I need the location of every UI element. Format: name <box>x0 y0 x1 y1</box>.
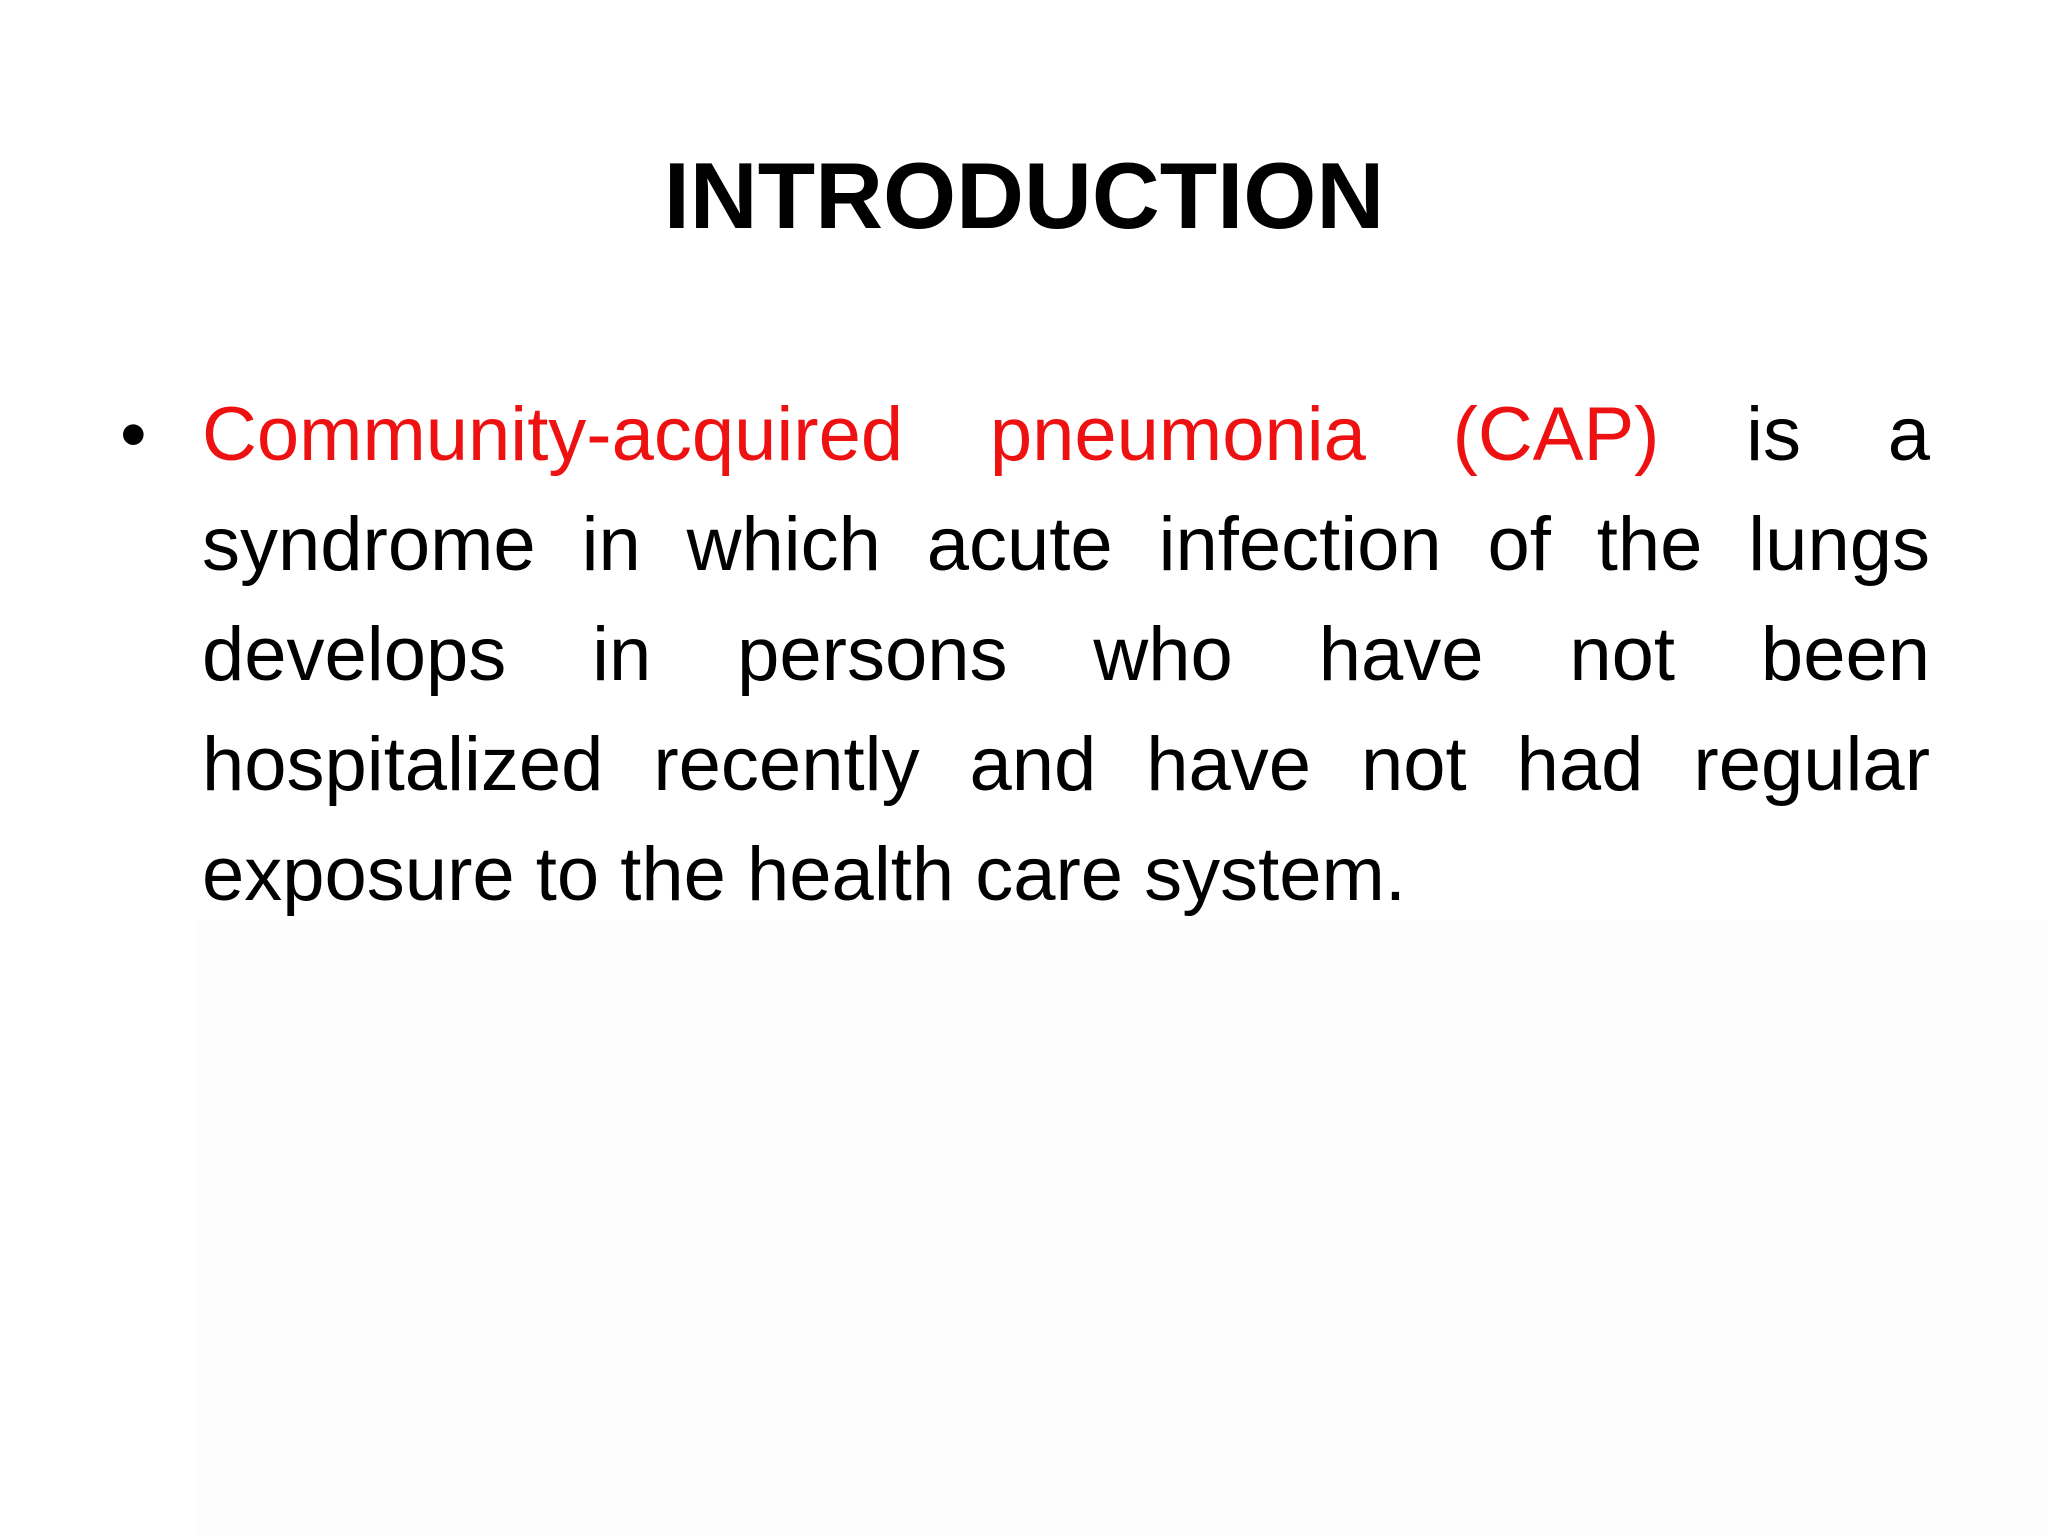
bullet-marker: • <box>120 392 147 477</box>
bullet-body-text: is a syndrome in which acute infection of the lungs develops in persons who have not been hospitalized recently and have not had regular exposure to the health care system. <box>202 392 1930 917</box>
slide-title: INTRODUCTION <box>663 143 1385 248</box>
bullet-text <box>202 380 1930 930</box>
background-shade <box>196 920 2048 1536</box>
highlighted-term: Community-acquired pneumonia (CAP) <box>202 392 1660 477</box>
